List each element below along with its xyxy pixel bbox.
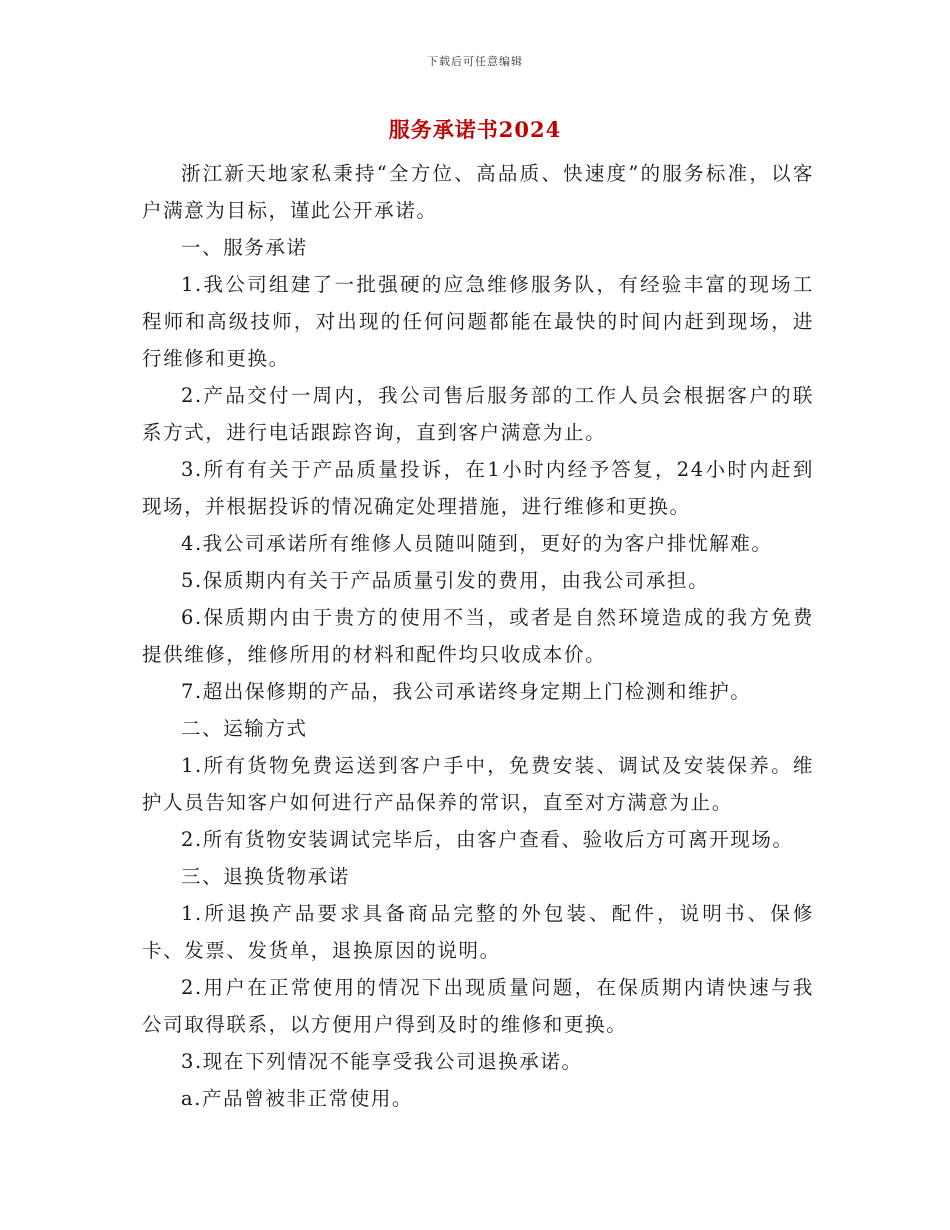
service-item-3: 3.所有有关于产品质量投诉，在1小时内经予答复，24小时内赶到现场，并根据投诉的情况确定处理措施，进行维修和更换。 (142, 458, 814, 518)
section-heading-returns: 三、退换货物承诺 (181, 865, 350, 888)
page-header-note: 下载后可任意编辑 (427, 55, 523, 68)
intro-paragraph: 浙江新天地家私秉持“全方位、高品质、快速度”的服务标准，以客户满意为目标，谨此公开承诺。 (142, 162, 814, 222)
returns-item-1: 1.所退换产品要求具备商品完整的外包装、配件，说明书、保修卡、发票、发货单，退换原因的说明。 (142, 902, 814, 962)
transport-item-1: 1.所有货物免费运送到客户手中，免费安装、调试及安装保养。维护人员告知客户如何进行产品保养的常识，直至对方满意为止。 (142, 754, 814, 814)
document-title: 服务承诺书2024 (388, 117, 562, 142)
service-item-7: 7.超出保修期的产品，我公司承诺终身定期上门检测和维护。 (181, 680, 752, 703)
service-item-1: 1.我公司组建了一批强硬的应急维修服务队，有经验丰富的现场工程师和高级技师，对出现的任何问题都能在最快的时间内赶到现场，进行维修和更换。 (142, 273, 814, 370)
service-item-2: 2.产品交付一周内，我公司售后服务部的工作人员会根据客户的联系方式，进行电话跟踪咨询，直到客户满意为止。 (142, 384, 814, 444)
service-item-4: 4.我公司承诺所有维修人员随叫随到，更好的为客户排忧解难。 (181, 532, 773, 555)
service-item-5: 5.保质期内有关于产品质量引发的费用，由我公司承担。 (181, 569, 710, 592)
returns-item-2: 2.用户在正常使用的情况下出现质量问题，在保质期内请快速与我公司取得联系，以方便用户得到及时的维修和更换。 (142, 976, 814, 1036)
document-body (142, 155, 814, 1117)
service-item-6: 6.保质期内由于贵方的使用不当，或者是自然环境造成的我方免费提供维修，维修所用的材料和配件均只收成本价。 (142, 606, 814, 666)
returns-subitem-a: a.产品曾被非正常使用。 (181, 1087, 414, 1110)
section-heading-transport: 二、运输方式 (181, 717, 308, 740)
transport-item-2: 2.所有货物安装调试完毕后，由客户查看、验收后方可离开现场。 (181, 828, 794, 851)
returns-item-3: 3.现在下列情况不能享受我公司退换承诺。 (181, 1050, 583, 1073)
section-heading-service: 一、服务承诺 (181, 236, 308, 259)
